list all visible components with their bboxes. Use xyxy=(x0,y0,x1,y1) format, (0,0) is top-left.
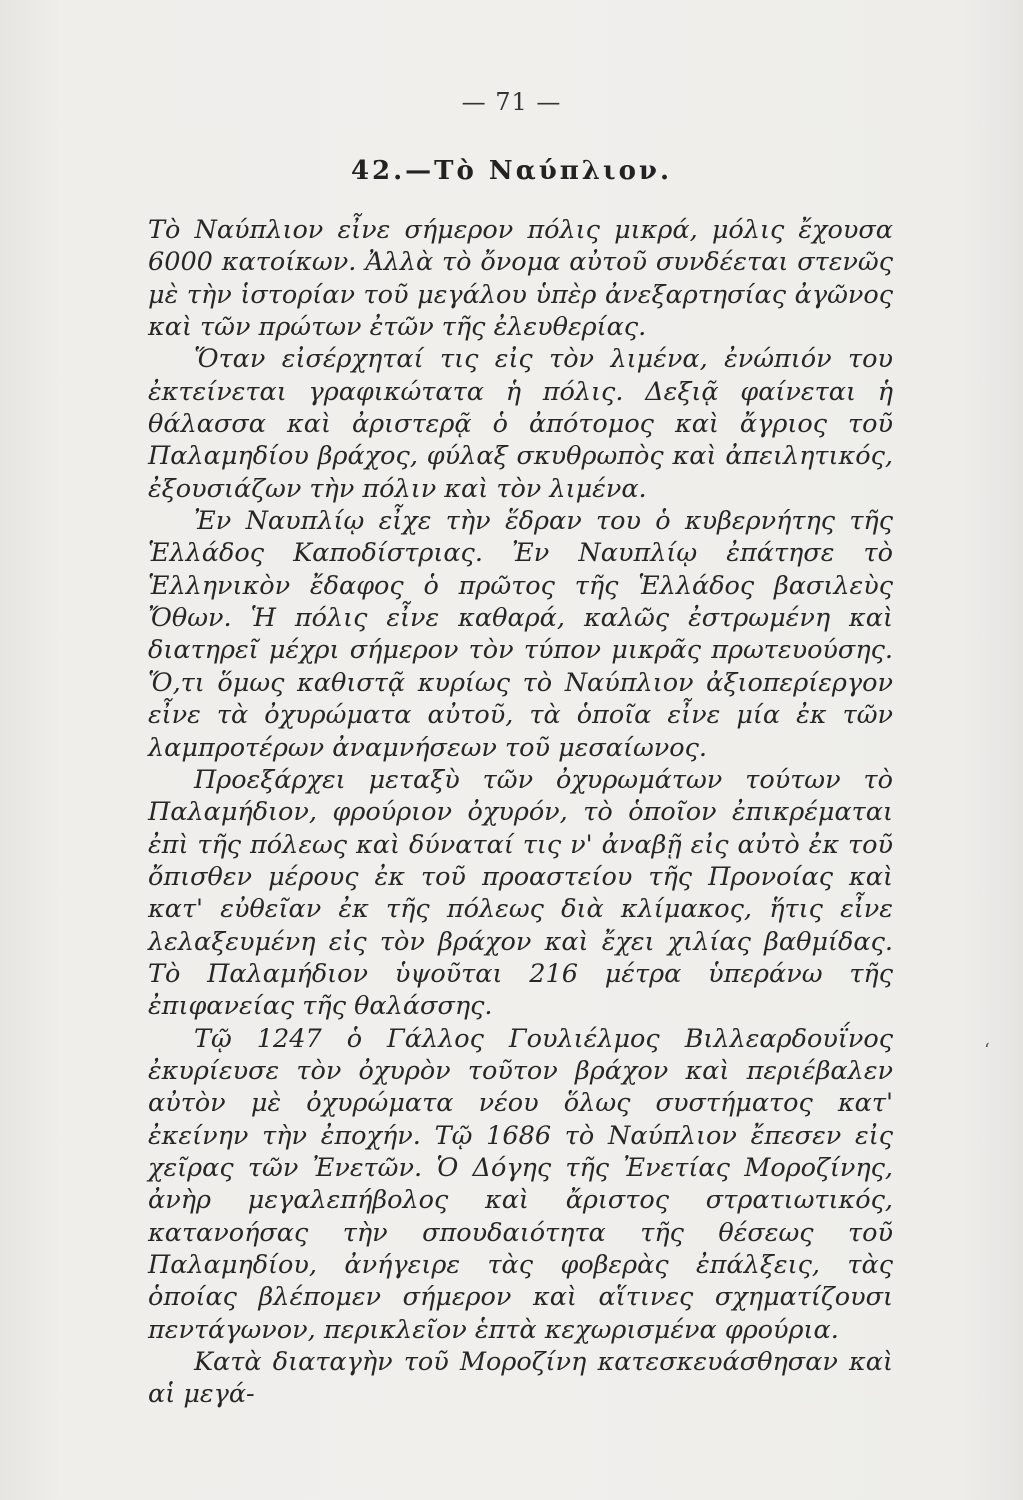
chapter-title: 42.—Τὸ Ναύπλιον. xyxy=(350,156,673,186)
paragraph-3: Ἐν Ναυπλίῳ εἶχε τὴν ἕδραν του ὁ κυβερνήτης τῆς Ἑλλάδος Καποδίστριας. Ἐν Ναυπλίῳ ἐπάτησε τὸ Ἑλληνικὸν ἔδαφος ὁ πρῶτος τῆς Ἑλλάδος βασιλεὺς Ὄθων. Ἡ πόλις εἶνε καθαρά, καλῶς ἐστρωμένη καὶ διατηρεῖ μέχρι σήμερον τὸν τύπον μικρᾶς πρωτευούσης. Ὅ,τι ὅμως καθιστᾷ κυρίως τὸ Ναύπλιον ἀξιοπερίεργον εἶνε τὰ ὀχυρώματα αὐτοῦ, τὰ ὁποῖα εἶνε μία ἐκ τῶν λαμπροτέρων ἀναμνήσεων τοῦ μεσαίωνος. xyxy=(148,506,893,763)
paragraph-4: Προεξάρχει μεταξὺ τῶν ὀχυρωμάτων τούτων τὸ Παλαμήδιον, φρούριον ὀχυρόν, τὸ ὁποῖον ἐπικρέμαται ἐπὶ τῆς πόλεως καὶ δύναταί τις ν' ἀναβῇ εἰς αὐτὸ ἐκ τοῦ ὄπισθεν μέρους ἐκ τοῦ προαστείου τῆς Προνοίας καὶ κατ' εὐθεῖαν ἐκ τῆς πόλεως διὰ κλίμακος, ἥτις εἶνε λελαξευμένη εἰς τὸν βράχον καὶ ἔχει χιλίας βαθμίδας. Τὸ Παλαμήδιον ὑψοῦται 216 μέτρα ὑπεράνω τῆς ἐπιφανείας τῆς θαλάσσης. xyxy=(148,764,893,1022)
paragraph-1: Τὸ Ναύπλιον εἶνε σήμερον πόλις μικρά, μόλις ἔχουσα 6000 κατοίκων. Ἀλλὰ τὸ ὄνομα αὐτοῦ συνδέεται στενῶς μὲ τὴν ἱστορίαν τοῦ μεγάλου ὑπὲρ ἀνεξαρτησίας ἀγῶνος καὶ τῶν πρώτων ἐτῶν τῆς ἐλευθερίας. xyxy=(148,215,893,343)
paragraph-2: Ὅταν εἰσέρχηταί τις εἰς τὸν λιμένα, ἐνώπιόν του ἐκτείνεται γραφικώτατα ἡ πόλις. Δεξιᾷ φαίνεται ἡ θάλασσα καὶ ἀριστερᾷ ὁ ἀπότομος καὶ ἄγριος τοῦ Παλαμηδίου βράχος, φύλαξ σκυθρωπὸς καὶ ἀπειλητικός, ἐξουσιάζων τὴν πόλιν καὶ τὸν λιμένα. xyxy=(148,344,893,504)
margin-mark: ʻ xyxy=(984,1040,990,1061)
page-number: — 71 — xyxy=(461,88,562,116)
paragraph-6: Κατὰ διαταγὴν τοῦ Μοροζίνη κατεσκευάσθησαν καὶ αἱ μεγά- xyxy=(148,1347,893,1410)
body-text xyxy=(148,214,893,1411)
paragraph-5: Τῷ 1247 ὁ Γάλλος Γουλιέλμος Βιλλεαρδουΐνος ἐκυρίευσε τὸν ὀχυρὸν τοῦτον βράχον καὶ περιέβαλεν αὐτὸν μὲ ὀχυρώματα νέου ὅλως συστήματος κατ' ἐκείνην τὴν ἐποχήν. Τῷ 1686 τὸ Ναύπλιον ἔπεσεν εἰς χεῖρας τῶν Ἐνετῶν. Ὁ Δόγης τῆς Ἐνετίας Μοροζίνης, ἀνὴρ μεγαλεπήβολος καὶ ἄριστος στρατιωτικός, κατανοήσας τὴν σπουδαιότητα τῆς θέσεως τοῦ Παλαμηδίου, ἀνήγειρε τὰς φοβερὰς ἐπάλξεις, τὰς ὁποίας βλέπομεν σήμερον καὶ αἵτινες σχηματίζουσι πεντάγωνον, περικλεῖον ἑπτὰ κεχωρισμένα φρούρια. xyxy=(148,1023,893,1345)
